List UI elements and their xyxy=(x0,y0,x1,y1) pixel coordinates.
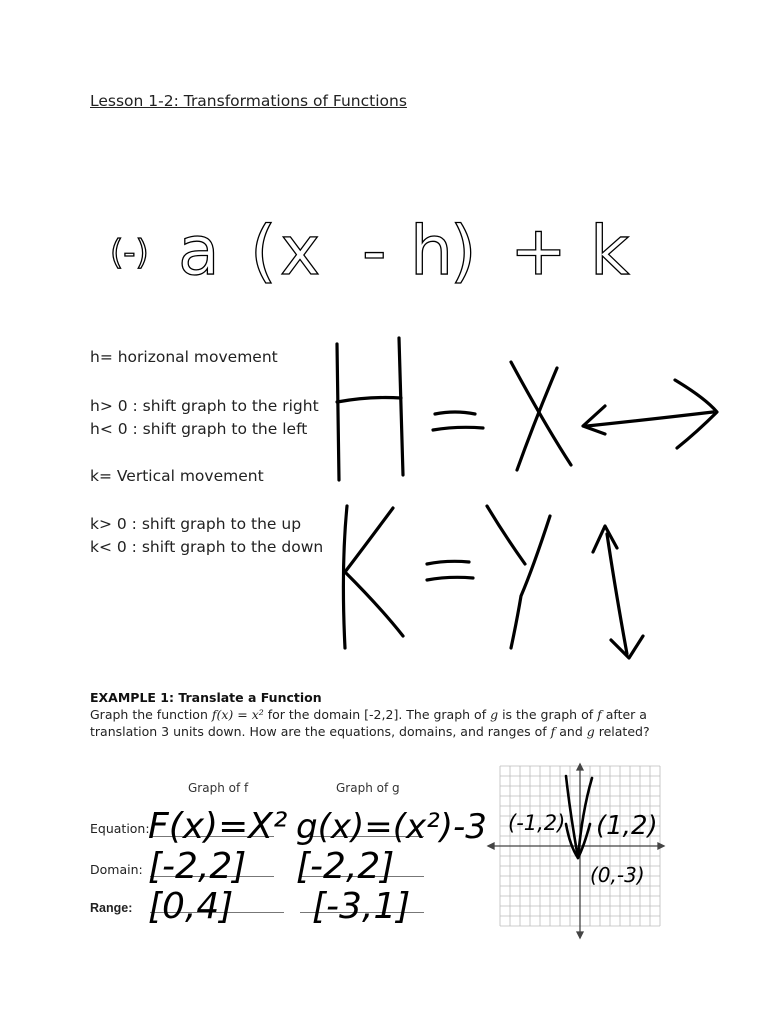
rule-h-definition: h= horizonal movement xyxy=(90,348,278,366)
equation-label: Equation: xyxy=(90,821,150,836)
f-range-answer: [0,4] xyxy=(148,886,234,927)
range-label: Range: xyxy=(90,901,133,915)
rule-k-positive: k> 0 : shift graph to the up xyxy=(90,515,302,533)
example-title: EXAMPLE 1: Translate a Function xyxy=(90,690,322,705)
point-right-label: (1,2) xyxy=(596,811,658,841)
g-domain-answer: [-2,2] xyxy=(296,846,395,887)
function-notation: f(x) = x² xyxy=(211,707,264,722)
formula-k: k xyxy=(590,212,630,290)
formula-minus: - xyxy=(362,212,387,290)
vertex-form-formula xyxy=(100,212,660,290)
point-left-label: (-1,2) xyxy=(508,811,566,835)
page-title: Lesson 1-2: Transformations of Functions xyxy=(90,92,407,110)
formula-h: h xyxy=(410,212,454,290)
handwritten-h-equals-x xyxy=(325,330,725,490)
vertex-label: (0,-3) xyxy=(590,863,645,887)
formula-sign: (-) xyxy=(110,233,149,273)
rule-k-definition: k= Vertical movement xyxy=(90,467,264,485)
formula-plus: + xyxy=(510,212,567,290)
column-graph-of-g: Graph of g xyxy=(336,781,400,795)
rule-h-positive: h> 0 : shift graph to the right xyxy=(90,397,319,415)
formula-x: x xyxy=(280,212,321,290)
g-equation-answer: g(x)=(x²)-3 xyxy=(296,807,487,847)
example-description: Graph the function f(x) = x² for the domain [-2,2]. The graph of g is the graph of f after a translation 3 units down. How are the equations, domains, and ranges of f and g related? xyxy=(90,707,650,739)
rule-k-negative: k< 0 : shift graph to the down xyxy=(90,538,324,556)
handwritten-k-equals-y xyxy=(335,498,665,668)
rule-h-negative: h< 0 : shift graph to the left xyxy=(90,420,308,438)
coordinate-grid xyxy=(486,762,666,940)
formula-a: a xyxy=(178,212,220,290)
column-graph-of-f: Graph of f xyxy=(188,781,249,795)
g-range-answer: [-3,1] xyxy=(312,886,411,927)
handwritten-answers xyxy=(146,790,496,940)
f-equation-answer: F(x)=X² xyxy=(148,806,288,847)
domain-label: Domain: xyxy=(90,862,143,877)
f-domain-answer: [-2,2] xyxy=(148,846,247,887)
formula-paren-open: ( xyxy=(250,212,277,290)
formula-paren-close: ) xyxy=(450,212,477,290)
